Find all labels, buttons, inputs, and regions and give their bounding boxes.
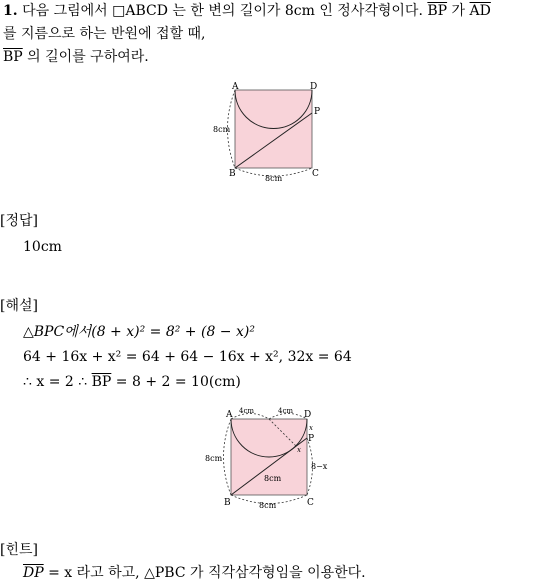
label-d: D [310, 82, 318, 92]
segment-bp: $\overline{BP}$ [427, 3, 448, 19]
problem-line-3 [3, 48, 149, 66]
label-side-bottom: 8cm [259, 501, 277, 510]
hint-heading: [힌트] [0, 542, 38, 558]
answer-value: 10cm [23, 239, 62, 255]
hint-text-rest: = x 라고 하고, △PBC 가 직각삼각형임을 이용한다. [43, 565, 366, 581]
label-top-left: 4cm [239, 407, 255, 415]
solution-step-3a: ∴ x = 2 ∴ [23, 374, 92, 390]
label-d: D [304, 410, 312, 420]
label-top-right: 4cm [278, 407, 294, 415]
label-side-left: 8cm [205, 454, 223, 463]
label-a: A [226, 410, 233, 420]
label-small-x1: x [309, 424, 313, 432]
figure-1 [205, 80, 335, 190]
label-c: C [312, 169, 319, 179]
problem-text-1a: 다음 그림에서 □ABCD 는 한 변의 길이가 8cm 인 정사각형이다. [17, 3, 428, 19]
problem-line-1 [3, 2, 491, 20]
problem-line-2: 를 지름으로 하는 반원에 접할 때, [3, 26, 206, 42]
solution-heading: [해설] [0, 298, 38, 314]
label-small-x2: x [297, 446, 301, 454]
label-side-right: 8−x [311, 462, 328, 471]
label-a: A [232, 82, 239, 92]
problem-number: 1. [3, 3, 18, 19]
label-c: C [307, 498, 314, 508]
label-p: P [308, 434, 315, 444]
solution-step-3b: = 8 + 2 = 10(cm) [111, 374, 241, 390]
answer-heading: [정답] [0, 213, 38, 229]
left-dim-arc [224, 419, 232, 495]
hint-text [23, 564, 366, 582]
segment-bp: $\overline{BP}$ [91, 374, 112, 390]
label-b: B [229, 169, 236, 179]
segment-ad: $\overline{AD}$ [469, 3, 491, 19]
problem-text-1b: 가 [447, 3, 470, 19]
solution-step-3 [23, 373, 241, 391]
segment-dp: $\overline{DP}$ [23, 565, 44, 581]
label-side-left: 8cm [213, 125, 231, 134]
problem-text-3: 의 길이를 구하여라. [22, 49, 149, 65]
label-p: P [314, 107, 321, 117]
solution-step-2: 64 + 16x + x² = 64 + 64 − 16x + x², 32x = 64 [23, 349, 352, 365]
label-side-bottom: 8cm [265, 174, 283, 183]
figure-2 [200, 402, 340, 514]
label-diagonal: 8cm [264, 474, 282, 483]
label-b: B [224, 498, 231, 508]
segment-bp: $\overline{BP}$ [3, 49, 23, 65]
solution-step-1: △BPC에서(8 + x)² = 8² + (8 − x)² [23, 324, 255, 340]
